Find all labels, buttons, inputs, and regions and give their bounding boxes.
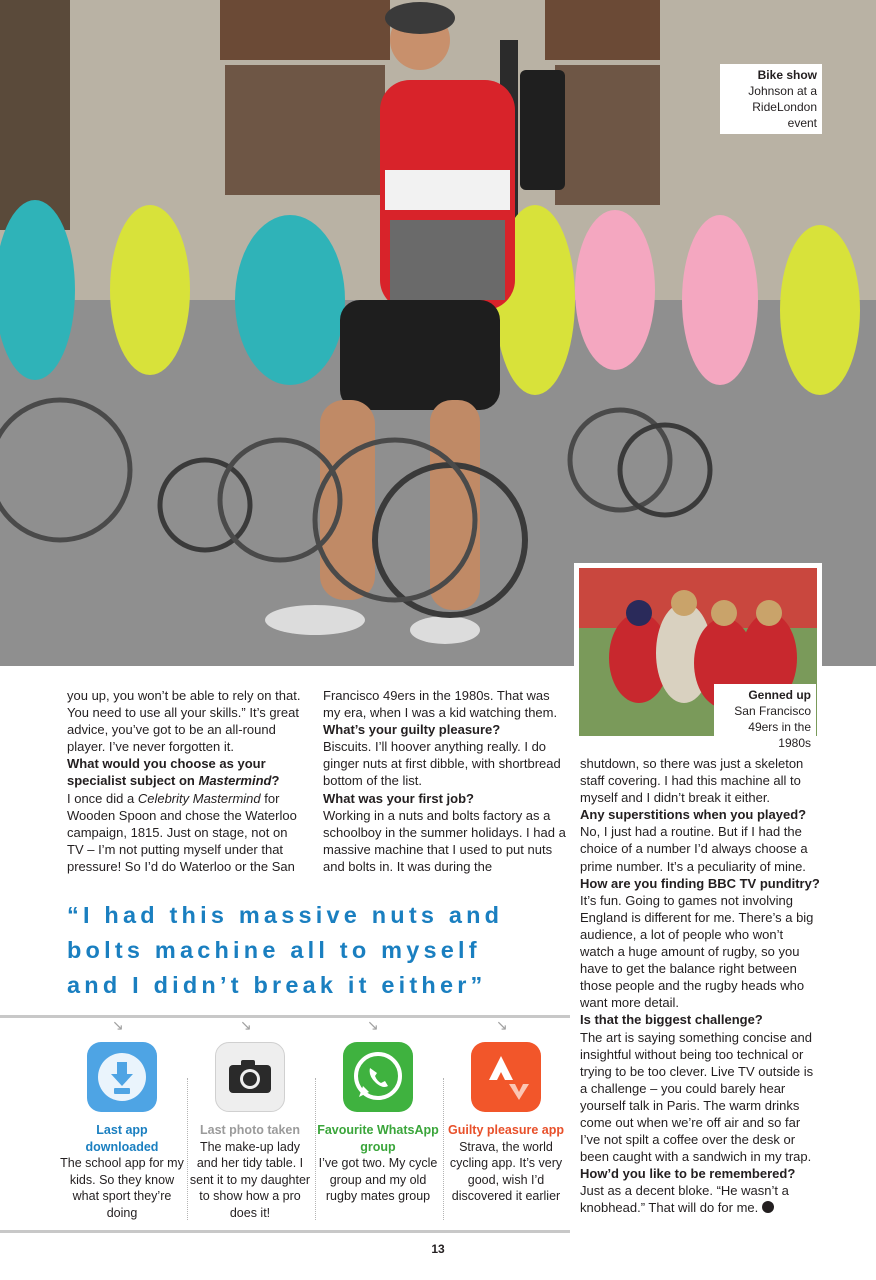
article-column-2 bbox=[323, 687, 568, 875]
phone-item-description: The make-up lady and her tidy table. I sent it to my daughter to show how a pro does it! bbox=[189, 1139, 311, 1220]
phone-item-description: I’ve got two. My cycle group and my old rugby mates group bbox=[318, 1156, 438, 1203]
arrow-down-icon: ↘ bbox=[240, 1017, 252, 1033]
answer-text: Francisco 49ers in the 1980s. That was my era, when I was a kid watching them. bbox=[323, 688, 558, 721]
answer-text: Working in a nuts and bolts factory as a schoolboy in the summer holidays. I had a massive machine that I used to put nuts and bolts in. It was during the bbox=[323, 807, 566, 874]
answer-text: Biscuits. I’ll hoover anything really. I do ginger nuts at first dibble, with shortbread bottom of the list. bbox=[323, 739, 561, 789]
phone-box-top-rule bbox=[0, 1015, 570, 1018]
question-text: What would you choose as your specialist subject on Mastermind? bbox=[67, 756, 280, 789]
phone-box-bottom-rule bbox=[0, 1230, 570, 1233]
phone-item-label: Guilty pleasure app bbox=[447, 1123, 564, 1137]
whatsapp-icon bbox=[343, 1042, 413, 1112]
phone-item-label: Last app downloaded bbox=[85, 1123, 159, 1154]
question-text: Any superstitions when you played? bbox=[580, 807, 807, 823]
answer-text: It’s fun. Going to games not involving England is different for me. There’s a big audience, a lot of people who won’t watch a huge amount of rugby, so you have to get the balance right between those people and the rugby heads who want more detail. bbox=[580, 892, 814, 1011]
answer-text: shutdown, so there was just a skeleton staff covering. I had this machine all to myself and I didn’t break it either. bbox=[580, 756, 804, 806]
strava-icon bbox=[471, 1042, 541, 1112]
answer-text: Just as a decent bloke. “He wasn’t a knobhead.” That will do for me. bbox=[580, 1183, 789, 1216]
question-text: What was your first job? bbox=[323, 790, 474, 806]
question-text: Is that the biggest challenge? bbox=[580, 1012, 763, 1028]
pull-quote-line: bolts machine all to myself bbox=[67, 937, 481, 963]
phone-item-label: Last photo taken bbox=[199, 1123, 300, 1137]
main-photo-caption bbox=[720, 64, 822, 134]
phone-item-guilty-pleasure-app bbox=[444, 1042, 568, 1205]
caption-text: Johnson at a RideLondon event bbox=[748, 84, 817, 130]
answer-text: I once did a Celebrity Mastermind for Wooden Spoon and chose the Waterloo campaign, 1815. Just on stage, not on TV – I’m not putting myself under that pressure! So I’d do Waterloo or the San bbox=[67, 790, 297, 874]
page-number: 13 bbox=[431, 1242, 445, 1256]
answer-text: you up, you won’t be able to rely on that. You need to use all your skills.” It’s great advice, you’ve got to be an all-round player. I’ve never forgotten it. bbox=[67, 688, 301, 755]
question-text: How are you finding BBC TV punditry? bbox=[580, 875, 820, 891]
arrow-down-icon: ↘ bbox=[496, 1017, 508, 1033]
caption-text: San Francisco 49ers in the 1980s bbox=[734, 704, 811, 750]
camera-icon bbox=[215, 1042, 285, 1112]
phone-item-description: Strava, the world cycling app. It’s very good, wish I’d discovered it earlier bbox=[449, 1139, 563, 1203]
phone-item-last-photo bbox=[188, 1042, 312, 1221]
article-column-3 bbox=[580, 755, 820, 1217]
end-mark-icon bbox=[762, 1201, 774, 1213]
question-text: What’s your guilty pleasure? bbox=[323, 722, 501, 738]
inset-photo-caption bbox=[714, 684, 816, 754]
question-text: How’d you like to be remembered? bbox=[580, 1166, 796, 1182]
answer-text: No, I just had a routine. But if I had the choice of a number I’d always choose a prime number. It’s a peculiarity of mine. bbox=[580, 824, 808, 874]
arrow-down-icon: ↘ bbox=[367, 1017, 379, 1033]
phone-item-whatsapp-group bbox=[316, 1042, 440, 1205]
article-column-1 bbox=[67, 687, 307, 875]
phone-item-label: Favourite WhatsApp group bbox=[317, 1123, 439, 1154]
download-app-icon bbox=[87, 1042, 157, 1112]
arrow-down-icon: ↘ bbox=[112, 1017, 124, 1033]
phone-item-description: The school app for my kids. So they know what sport they’re doing bbox=[60, 1156, 184, 1220]
pull-quote-line: “I had this massive nuts and bbox=[67, 902, 504, 928]
pull-quote-line: and I didn’t break it either” bbox=[67, 972, 487, 998]
phone-item-last-app bbox=[60, 1042, 184, 1221]
pull-quote bbox=[67, 898, 567, 1003]
caption-title: Bike show bbox=[757, 68, 817, 82]
answer-text: The art is saying something concise and insightful without being too technical or trying to be too clever. Live TV outside is a challenge – you could barely hear yourself talk in Paris. The warm drinks come out when we’re off air and so far I’ve not spilt a coffee over the desk or been caught with a sandwich in my trap. bbox=[580, 1029, 814, 1165]
caption-title: Genned up bbox=[748, 688, 811, 702]
